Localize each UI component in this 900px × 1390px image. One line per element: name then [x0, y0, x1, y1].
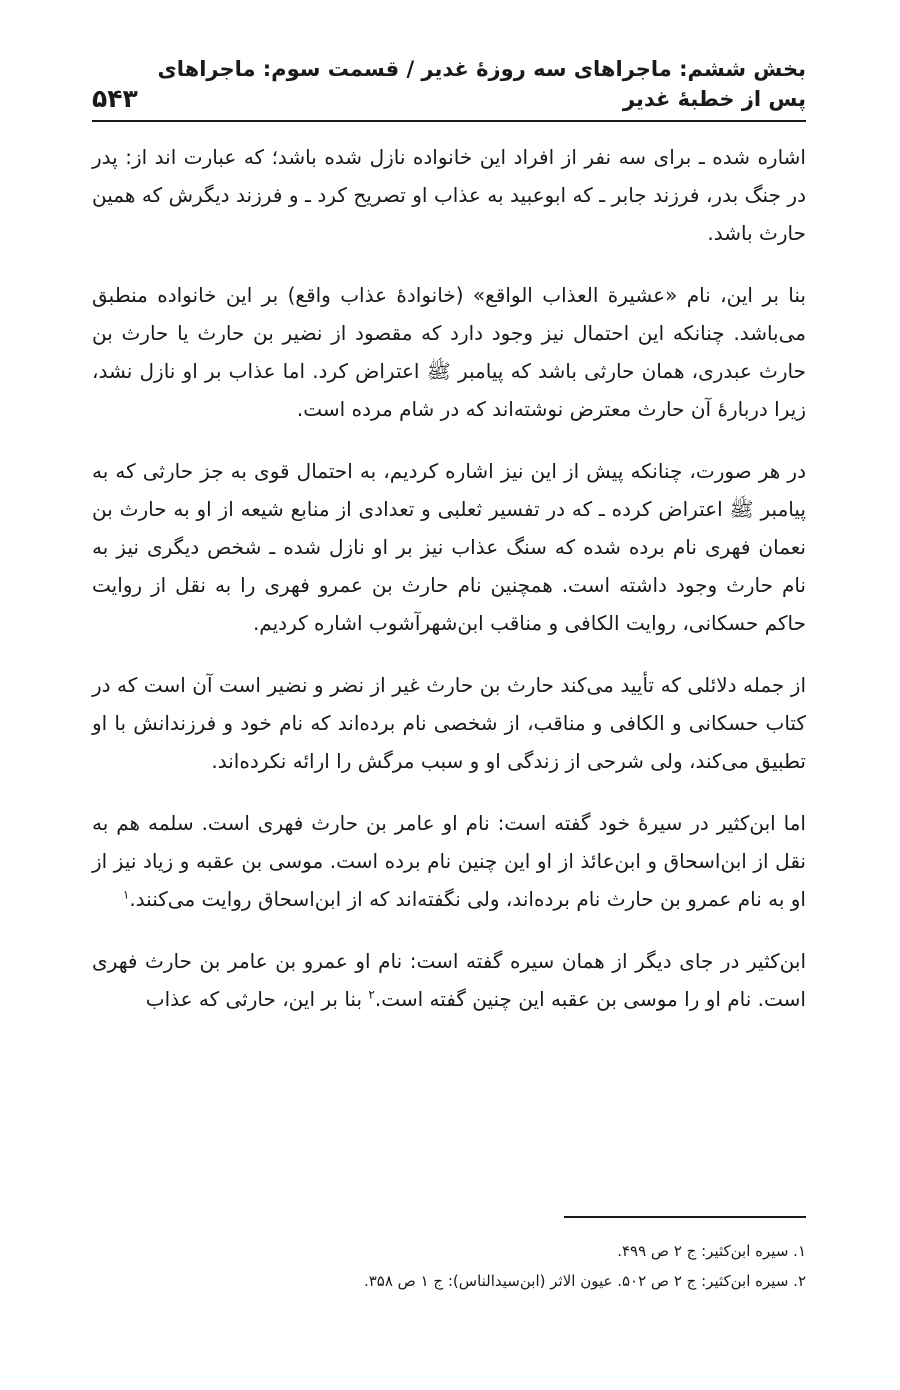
header-title: بخش ششم: ماجراهای سه روزهٔ غدیر / قسمت سوم: ماجراهای پس از خطبهٔ غدیر: [157, 57, 806, 111]
paragraph-5: [92, 804, 806, 918]
body-text: [92, 138, 806, 1042]
paragraph-5-text: اما ابن‌کثیر در سیرهٔ خود گفته است: نام او عامر بن حارث فهری است. سلمه هم به نقل از ابن‌اسحاق و ابن‌عائذ از او این چنین نام برده است. موسی بن عقبه و زیاد نیز از او به نام عمرو بن حارث نام برده‌اند، ولی نگفته‌اند که از ابن‌اسحاق روایت می‌کنند.: [92, 811, 806, 911]
paragraph-1: اشاره شده ـ برای سه نفر از افراد این خانواده نازل شده باشد؛ که عبارت اند از: پدر در جنگ بدر، فرزند جابر ـ که ابوعبید به عذاب او تصریح کرد ـ و فرزند دیگرش که همین حارث باشد.: [92, 145, 806, 245]
paragraph-2: بنا بر این، نام «عشیرة العذاب الواقع» (خانوادهٔ عذاب واقع) بر این خانواده منطبق می‌باشد. چنانکه این احتمال نیز وجود دارد که مقصود از نضیر بن حارث یا حارث بن حارث عبدری، همان حارثی باشد که پیامبر ﷺ اعتراض کرد. اما عذاب بر او نازل نشد، زیرا دربارهٔ آن حارث معترض نوشته‌اند که در شام مرده است.: [92, 283, 806, 421]
paragraph-4: از جمله دلائلی که تأیید می‌کند حارث بن حارث غیر از نضر و نضیر است آن است که در کتاب حسکانی و الکافی و مناقب، از شخصی نام برده‌اند که نام خود و فرزندانش با او تطبیق می‌کند، ولی شرحی از زندگی او و سبب مرگش را ارائه نکرده‌اند.: [92, 673, 806, 773]
footnote-2: ۲. سیره ابن‌کثیر: ج ۲ ص ۵۰۲. عیون الاثر (ابن‌سیدالناس): ج ۱ ص ۳۵۸.: [363, 1272, 806, 1290]
paragraph-6: [92, 942, 806, 1018]
footnote-divider: [564, 1216, 806, 1218]
footnote-ref-2[interactable]: ۲: [368, 987, 375, 1002]
footnotes: [92, 1236, 806, 1296]
footnote-1: ۱. سیره ابن‌کثیر: ج ۲ ص ۴۹۹.: [617, 1242, 806, 1260]
paragraph-3: در هر صورت، چنانکه پیش از این نیز اشاره کردیم، به احتمال قوی به جز حارثی که به پیامبر ﷺ اعتراض کرده ـ که در تفسیر ثعلبی و تعدادی از منابع شیعه از او به حارث بن نعمان فهری نام برده شده که سنگ عذاب نیز بر او نازل شده ـ شخص دیگری نیز به نام حارث وجود داشته است. همچنین نام حارث بن عمرو فهری را به نقل از روایت حاکم حسکانی، روایت الکافی و مناقب ابن‌شهرآشوب اشاره کردیم.: [92, 459, 806, 635]
running-header: [92, 57, 806, 122]
page-number: ۵۴۳: [92, 84, 138, 113]
footnote-ref-1[interactable]: ۱: [122, 887, 130, 902]
paragraph-6-text-after: بنا بر این، حارثی که عذاب: [145, 987, 369, 1011]
paragraph-6-text-before: ابن‌کثیر در جای دیگر از همان سیره گفته است: نام او عمرو بن عامر بن حارث فهری است. نام او را موسی بن عقبه این چنین گفته است.: [92, 949, 806, 1011]
